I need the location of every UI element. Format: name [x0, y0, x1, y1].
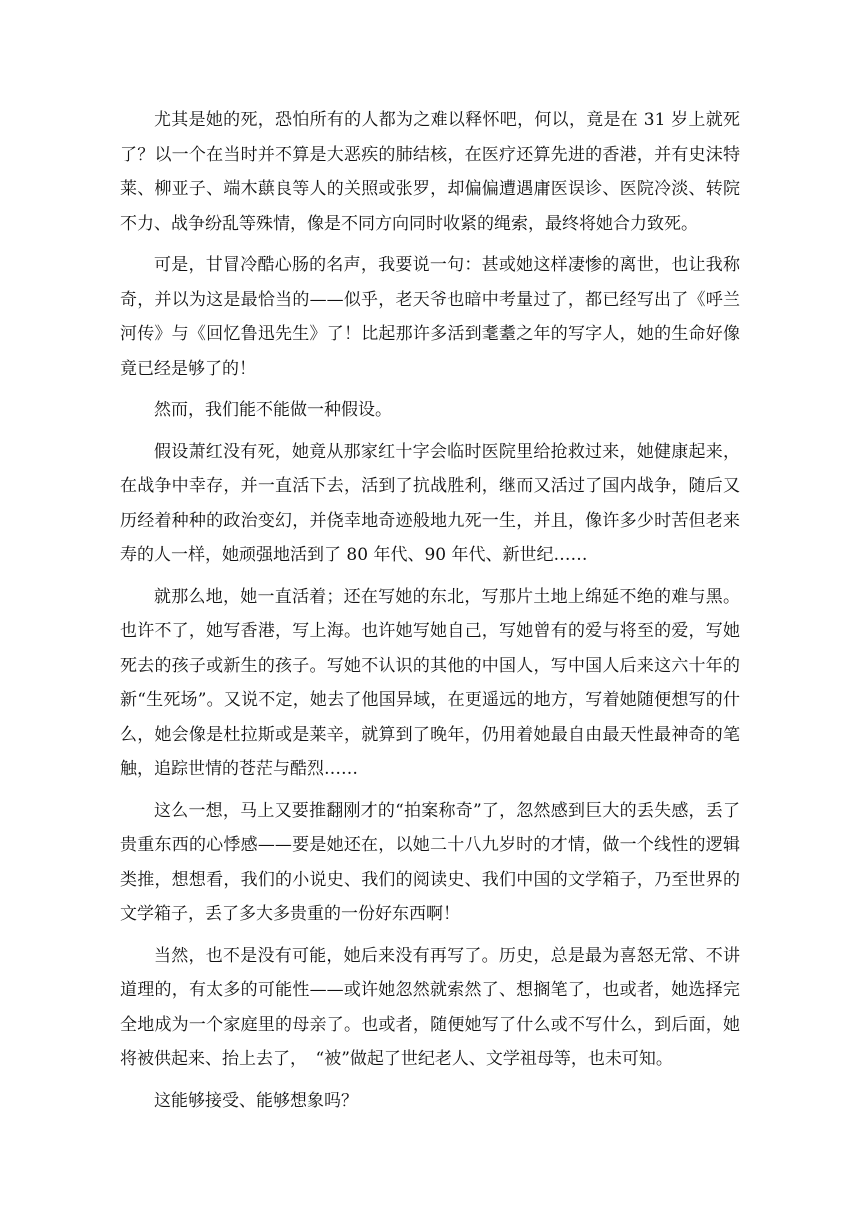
paragraph-8: 这能够接受、能够想象吗？ — [154, 1090, 358, 1111]
paragraph-1: 尤其是她的死，恐怕所有的人都为之难以释怀吧，何以，竟是在 31 岁上就死了？以一个在当时并不算是大恶疾的肺结核，在医疗还算先进的香港，并有史沫特莱、柳亚子、端木蕻良等人的关照或张罗，却偏偏遭遇庸医误诊、医院冷淡、转院不力、战争纷乱等殊情，像是不同方向同时收紧的绳索，最终将她合力致死。 — [120, 110, 740, 234]
paragraph-7: 当然，也不是没有可能，她后来没有再写了。历史，总是最为喜怒无常、不讲道理的，有太多的可能性——或许她忽然就索然了、想搁笔了，也或者，她选择完全地成为一个家庭里的母亲了。也或者，随便她写了什么或不写什么，到后面，她将被供起来、抬上去了， “被”做起了世纪老人、文学祖母等，也未可知。 — [120, 945, 740, 1069]
document-page — [120, 103, 740, 1125]
paragraph-3: 然而，我们能不能做一种假设。 — [154, 400, 392, 420]
paragraph-2: 可是，甘冒冷酷心肠的名声，我要说一句：甚或她这样凄惨的离世，也让我称奇，并以为这是最恰当的——似乎，老天爷也暗中考量过了，都已经写出了《呼兰河传》与《回忆鲁迅先生》了！比起那许多活到耄耋之年的写字人，她的生命好像竟已经是够了的！ — [120, 255, 740, 379]
paragraph-5: 就那么地，她一直活着；还在写她的东北，写那片土地上绵延不绝的难与黑。也许不了，她写香港，写上海。也许她写她自己，写她曾有的爱与将至的爱，写她死去的孩子或新生的孩子。写她不认识的其他的中国人，写中国人后来这六十年的新“生死场”。又说不定，她去了他国异域，在更遥远的地方，写着她随便想写的什么，她会像是杜拉斯或是莱辛，就算到了晚年，仍用着她最自由最天性最神奇的笔触，追踪世情的苍茫与酷烈…… — [120, 586, 740, 779]
paragraph-4: 假设萧红没有死，她竟从那家红十字会临时医院里给抢救过来，她健康起来，在战争中幸存，并一直活下去，活到了抗战胜利，继而又活过了国内战争，随后又历经着种种的政治变幻，并侥幸地奇迹般地九死一生，并且，像许多少时苦但老来寿的人一样，她顽强地活到了 80 年代、90 年代、新世纪…… — [120, 441, 740, 565]
paragraph-6: 这么一想，马上又要推翻刚才的“拍案称奇”了，忽然感到巨大的丢失感，丢了贵重东西的心悸感——要是她还在，以她二十八九岁时的才情，做一个线性的逻辑类推，想想看，我们的小说史、我们的阅读史、我们中国的文学箱子，乃至世界的文学箱子，丢了多大多贵重的一份好东西啊！ — [120, 800, 740, 924]
